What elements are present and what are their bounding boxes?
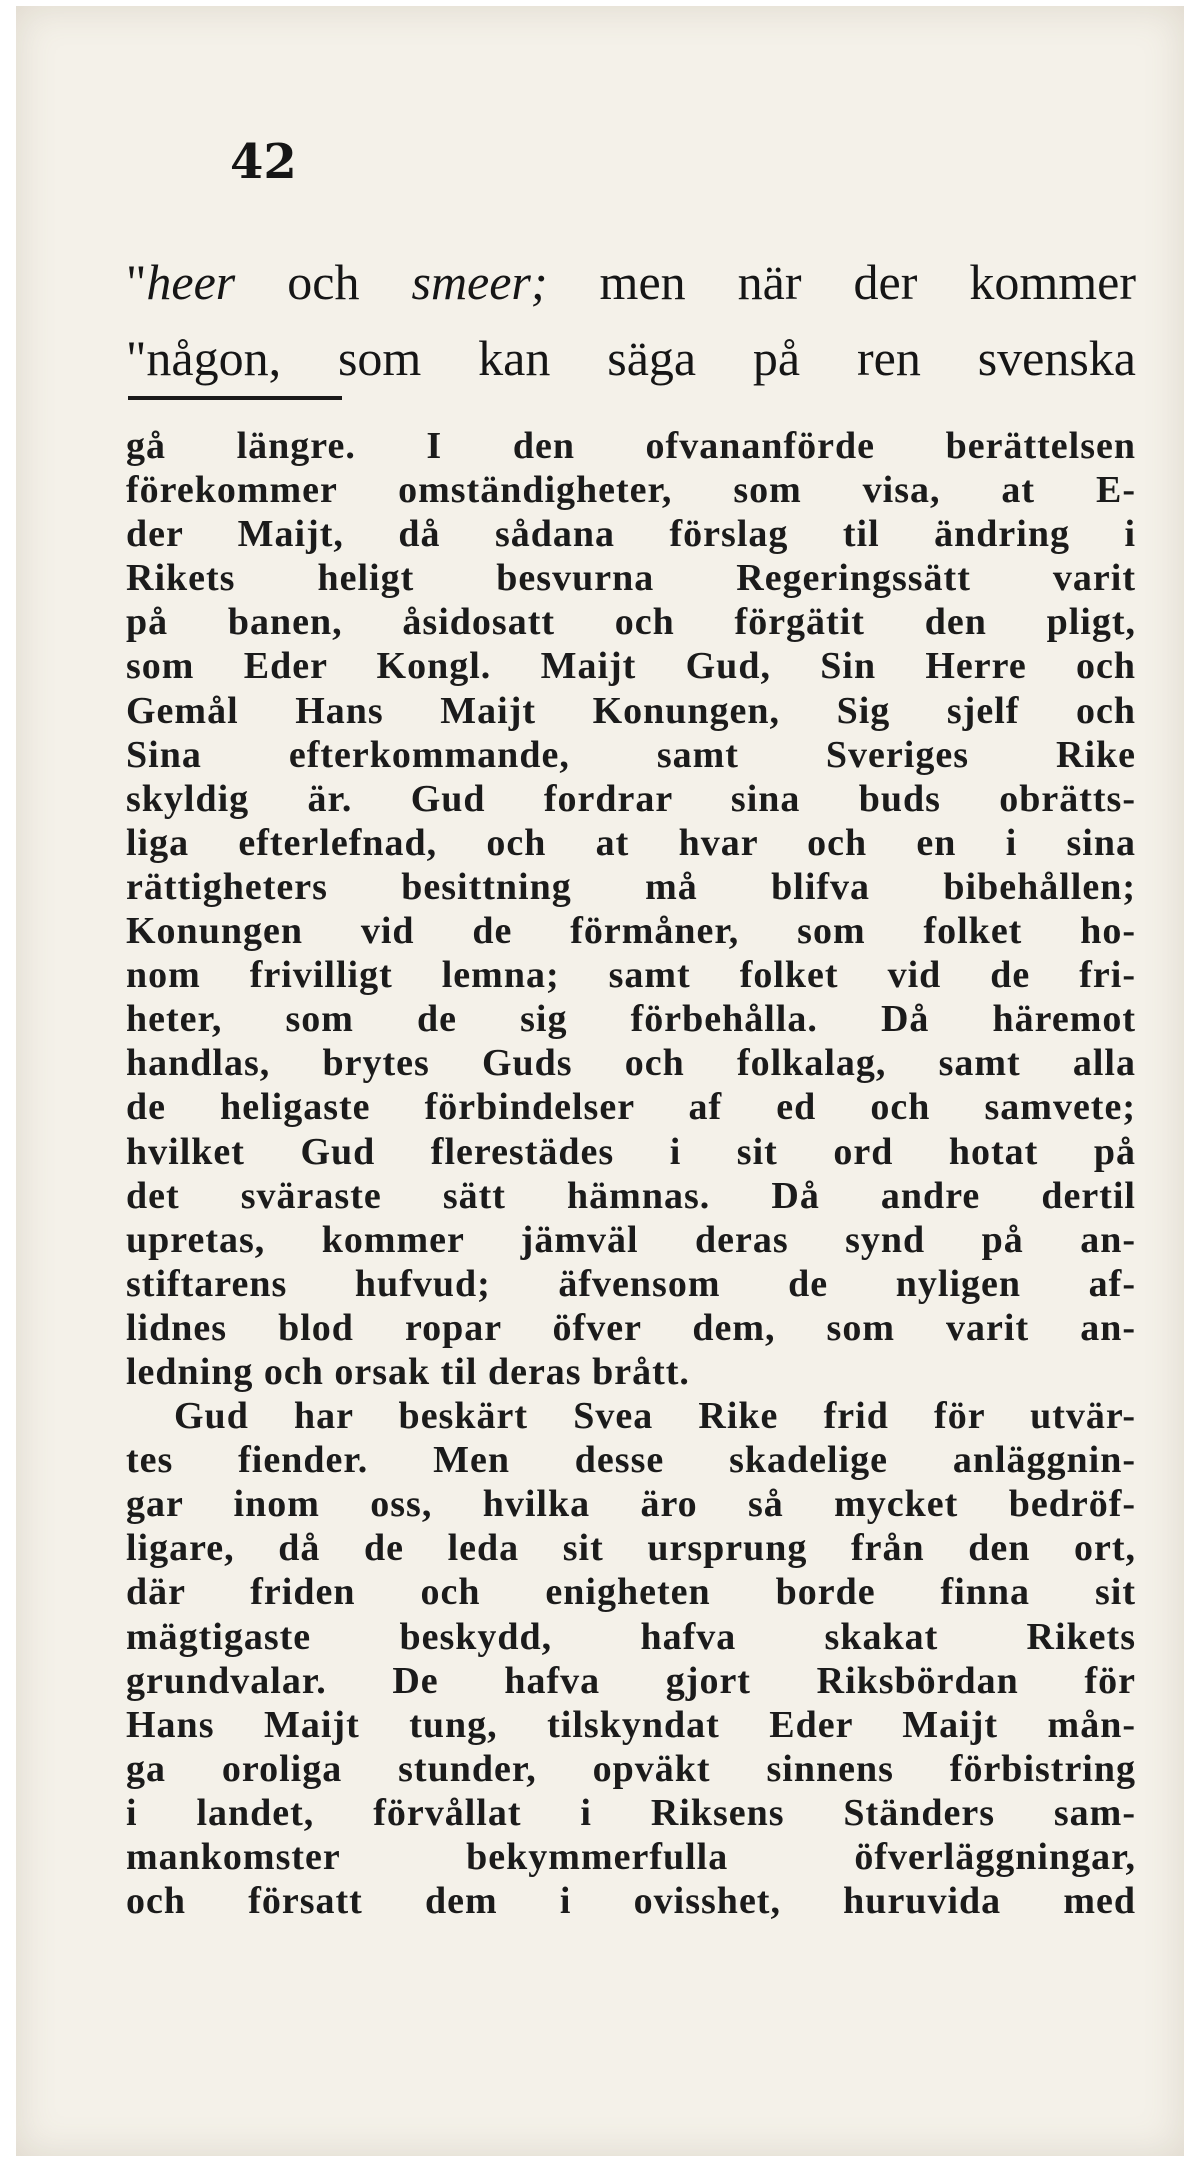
body-line: skyldig är. Gud fordrar sina buds obrätts- xyxy=(126,777,1136,820)
body-line: upretas, kommer jämväl deras synd på an- xyxy=(126,1218,1136,1261)
body-line-paragraph-start: Gud har beskärt Svea Rike frid för utvär- xyxy=(174,1395,1136,1438)
body-line: i landet, förvållat i Riksens Ständers sam- xyxy=(126,1791,1136,1834)
body-line: det sväraste sätt hämnas. Då andre dertil xyxy=(126,1174,1136,1217)
quote-line-2: "någon, som kan säga på ren svenska xyxy=(126,330,1136,386)
body-line: mankomster bekymmerfulla öfverläggningar, xyxy=(126,1836,1136,1878)
body-line: hvilket Gud flerestädes i sit ord hotat på xyxy=(126,1130,1136,1173)
body-line: Konungen vid de förmåner, som folket ho- xyxy=(126,910,1136,953)
footnote-rule xyxy=(128,396,342,400)
body-line: nom frivilligt lemna; samt folket vid de fri- xyxy=(126,954,1136,997)
body-line: gar inom oss, hvilka äro så mycket bedröf- xyxy=(126,1483,1136,1526)
body-line: liga efterlefnad, och at hvar och en i sina xyxy=(126,821,1136,864)
body-line-paragraph-end: ledning och orsak til deras brått. xyxy=(126,1350,690,1393)
body-line: ligare, då de leda sit ursprung från den ort, xyxy=(126,1527,1136,1570)
body-line: Sina efterkommande, samt Sveriges Rike xyxy=(126,733,1136,776)
body-line: Gemål Hans Maijt Konungen, Sig sjelf och xyxy=(126,689,1136,732)
quote-block xyxy=(126,244,1136,396)
body-line: grundvalar. De hafva gjort Riksbördan för xyxy=(126,1659,1136,1702)
quote-line-1 xyxy=(126,244,1136,320)
quote-word-och: och xyxy=(235,254,412,310)
page-number: 42 xyxy=(230,134,297,190)
body-line: lidnes blod ropar öfver dem, som varit an- xyxy=(126,1306,1136,1349)
body-line: Rikets heligt besvurna Regeringssätt varit xyxy=(126,557,1136,600)
book-page xyxy=(16,6,1184,2156)
body-line: tes fiender. Men desse skadelige anläggnin- xyxy=(126,1439,1136,1482)
body-line: de heligaste förbindelser af ed och samvete; xyxy=(126,1086,1136,1129)
body-line: heter, som de sig förbehålla. Då häremot xyxy=(126,998,1136,1041)
body-line: på banen, åsidosatt och förgätit den pligt, xyxy=(126,601,1136,644)
body-line: förekommer omständigheter, som visa, at E- xyxy=(126,469,1136,512)
body-line: stiftarens hufvud; äfvensom de nyligen af- xyxy=(126,1262,1136,1305)
quote-mark: " xyxy=(126,254,147,310)
body-line: der Maijt, då sådana förslag til ändring i xyxy=(126,513,1136,556)
body-line: där friden och enigheten borde finna sit xyxy=(126,1571,1136,1614)
body-line: Hans Maijt tung, tilskyndat Eder Maijt mån- xyxy=(126,1703,1136,1746)
quote-word-heer: heer xyxy=(146,254,236,310)
body-text xyxy=(126,424,1136,1923)
body-line: och försatt dem i ovisshet, huruvida med xyxy=(126,1880,1136,1923)
body-line: ga oroliga stunder, opväkt sinnens förbistring xyxy=(126,1747,1136,1790)
body-line: rättigheters besittning må blifva bibehållen; xyxy=(126,865,1136,908)
body-line: handlas, brytes Guds och folkalag, samt alla xyxy=(126,1042,1136,1085)
body-line: gå längre. I den ofvananförde berättelsen xyxy=(126,425,1136,467)
body-line: som Eder Kongl. Maijt Gud, Sin Herre och xyxy=(126,645,1136,688)
body-line: mägtigaste beskydd, hafva skakat Rikets xyxy=(126,1615,1136,1658)
quote-word-smeer: smeer; xyxy=(411,254,548,310)
quote-line-1-rest: men när der kommer xyxy=(547,254,1136,310)
